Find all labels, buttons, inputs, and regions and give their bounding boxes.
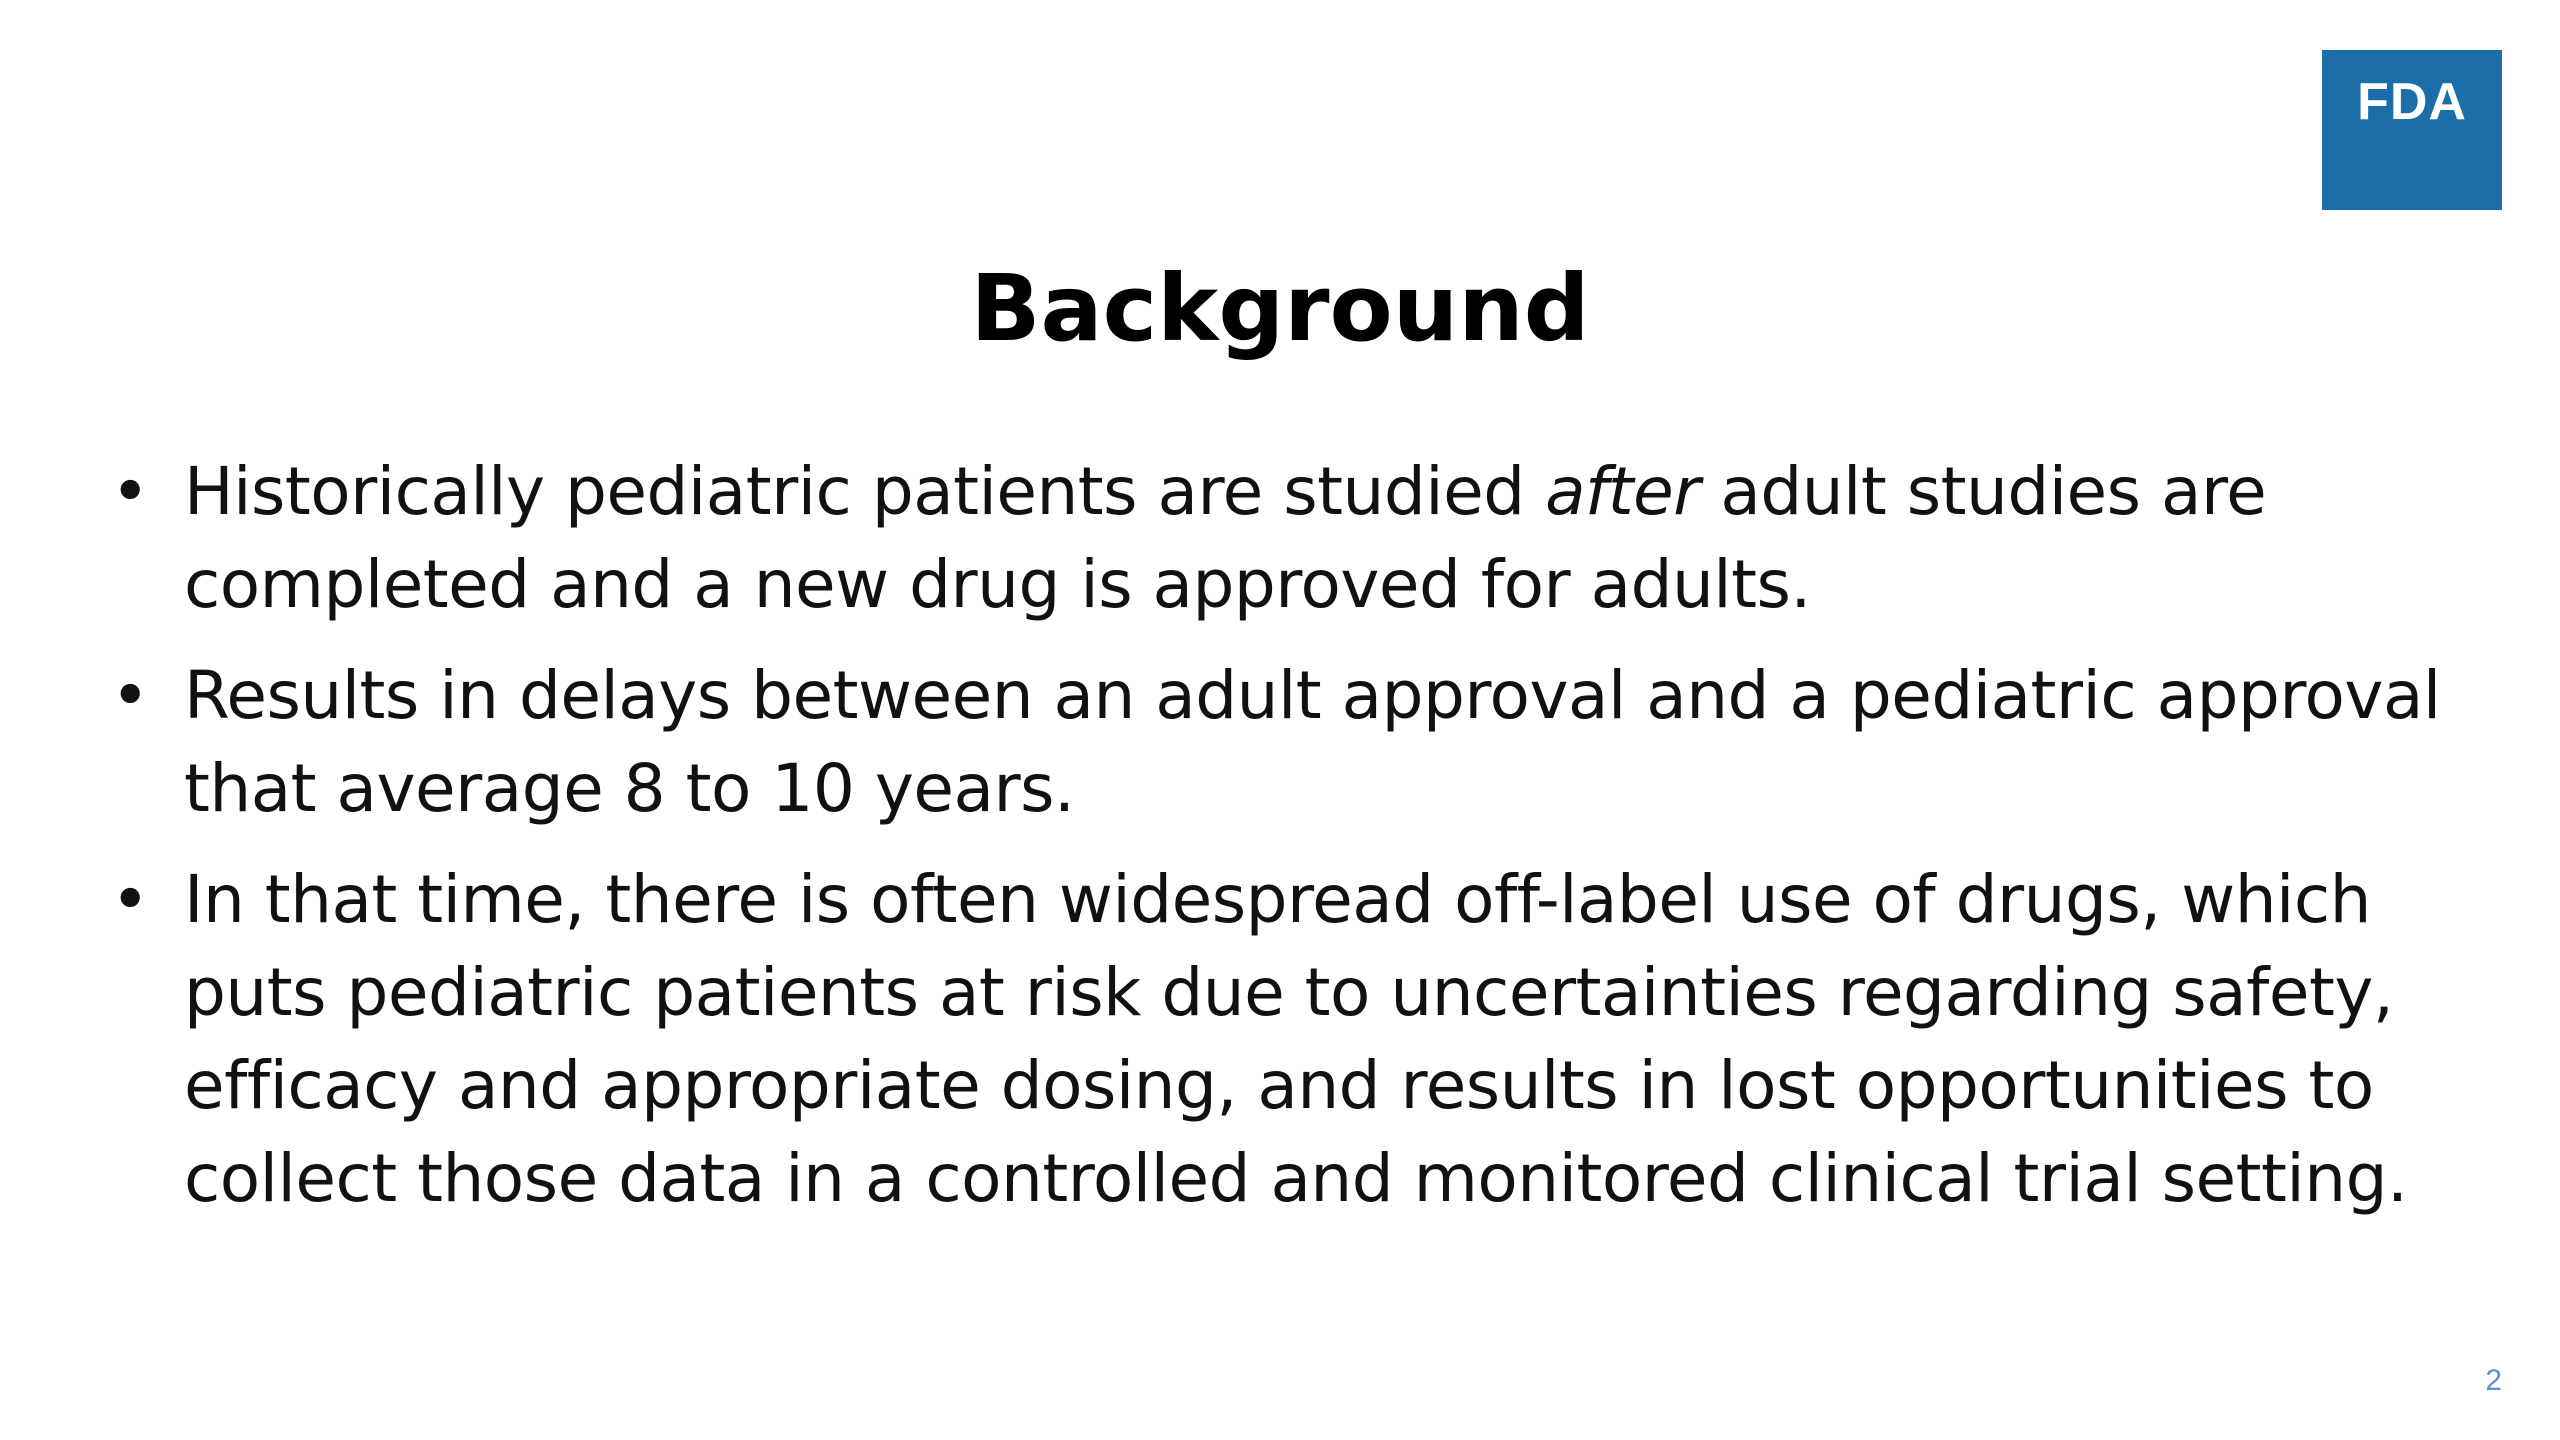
bullet-marker: • <box>110 453 150 530</box>
bullet-marker: • <box>110 861 150 938</box>
fda-logo-text: FDA <box>2357 73 2467 131</box>
bullet-item <box>100 445 2460 631</box>
bullet-text: Results in delays between an adult approval and a pediatric approval that average 8 to 10 years. <box>184 657 2441 827</box>
bullet-item <box>100 649 2460 835</box>
bullet-marker: • <box>110 657 150 734</box>
bullet-text-start: Historically pediatric patients are studied <box>184 453 1546 530</box>
bullet-text-end: adult studies are completed and a new drug is approved for adults. <box>184 453 2267 623</box>
slide-title: Background <box>970 255 1590 362</box>
bullet-text: In that time, there is often widespread off-label use of drugs, which puts pediatric patients at risk due to uncertainties regarding safety, efficacy and appropriate dosing, and results in lost opportunities to collect those data in a controlled and monitored clinical trial setting. <box>184 861 2408 1217</box>
fda-logo <box>2322 50 2502 210</box>
bullet-list <box>100 445 2460 1243</box>
bullet-emphasis: after <box>1545 453 1700 530</box>
page-number: 2 <box>2485 1364 2502 1397</box>
bullet-item <box>100 853 2460 1225</box>
